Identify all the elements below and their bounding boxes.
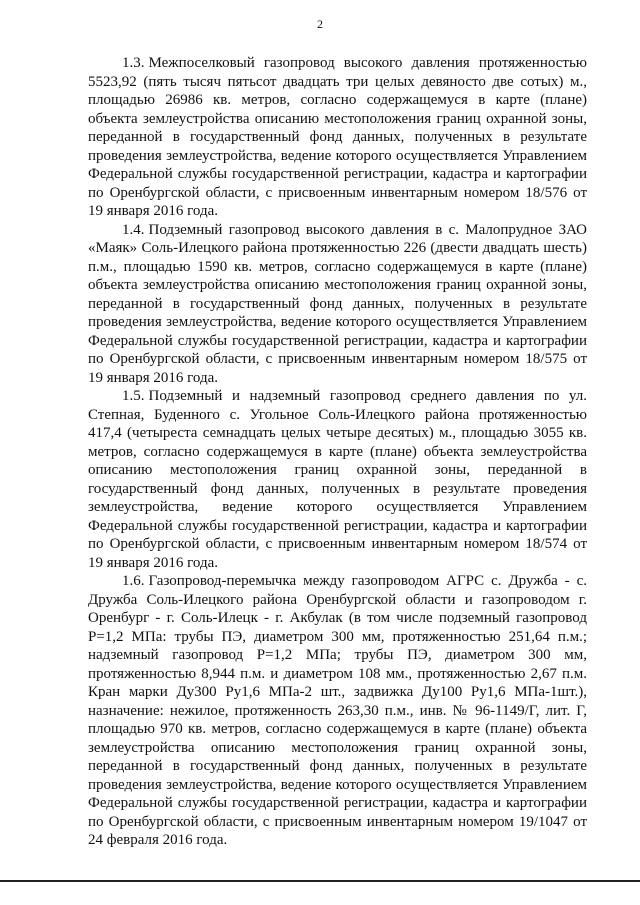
paragraph-number: 1.6. [122,573,145,589]
paragraph-1-5 [88,387,587,572]
paragraph-text: Подземный и надземный газопровод среднего давления по ул. Степная, Буденного с. Угольное Соль-Илецкого района протяженностью 417,4 (четыреста семнадцать целых четыре десятых) м., площадью 3055 кв. метров, согласно содержащемуся в карте (плане) объекта землеустройства описанию местоположения границ охранной зоны, переданной в государственный фонд данных, полученных в результате проведения землеустройства, ведение которого осуществляется Управлением Федеральной службы государственной регистрации, кадастра и картографии по Оренбургской области, с присвоенным инвентарным номером 18/574 от 19 января 2016 года. [88,388,587,571]
paragraph-text: Межпоселковый газопровод высокого давления протяженностью 5523,92 (пять тысяч пятьсот двадцать три целых девяносто две сотых) м., площадью 26986 кв. метров, согласно содержащемуся в карте (плане) объекта землеустройства описанию местоположения границ охранной зоны, переданной в государственный фонд данных, полученных в результате проведения землеустройства, ведение которого осуществляется Управлением Федеральной службы государственной регистрации, кадастра и картографии по Оренбургской области, с присвоенным инвентарным номером 18/576 от 19 января 2016 года. [88,55,587,219]
paragraph-1-4 [88,221,587,388]
paragraph-number: 1.5. [122,388,145,404]
document-body [88,54,587,850]
paragraph-text: Подземный газопровод высокого давления в с. Малопрудное ЗАО «Маяк» Соль-Илецкого района протяженностью 226 (двести двадцать шесть) п.м., площадью 1590 кв. метров, согласно содержащемуся в карте (плане) объекта землеустройства описанию местоположения границ охранной зоны, переданной в государственный фонд данных, полученных в результате проведения землеустройства, ведение которого осуществляется Управлением Федеральной службы государственной регистрации, кадастра и картографии по Оренбургской области, с присвоенным инвентарным номером 18/575 от 19 января 2016 года. [88,221,587,386]
page-number: 2 [317,17,323,31]
paragraph-1-6 [88,572,587,850]
paragraph-text: Газопровод-перемычка между газопроводом АГРС с. Дружба - с. Дружба Соль-Илецкого района Оренбургской области и газопроводом г. Оренбург - г. Соль-Илецк - г. Акбулак (в том числе подземный газопровод Р=1,2 МПа: трубы ПЭ, диаметром 300 мм, протяженностью 251,64 п.м.; надземный газопровод Р=1,2 МПа; трубы ПЭ, диаметром 300 мм, протяженностью 8,944 п.м. и диаметром 108 мм., протяженностью 2,67 п.м. Кран марки Ду300 Ру1,6 МПа-2 шт., задвижка Ду100 Ру1,6 МПа-1шт.), назначение: нежилое, протяженность 263,30 п.м., инв. № 96-1149/Г, лит. Г, площадью 970 кв. метров, согласно содержащемуся в карте (плане) объекта землеустройства описанию местоположения границ охранной зоны, переданной в государственный фонд данных, полученных в результате проведения землеустройства, ведение которого осуществляется Управлением Федеральной службы государственной регистрации, кадастра и картографии по Оренбургской области, с присвоенным инвентарным номером 19/1047 от 24 февраля 2016 года. [88,573,587,848]
page-bottom-rule [0,880,640,882]
paragraph-number: 1.4. [122,221,145,238]
paragraph-number: 1.3. [122,55,145,71]
paragraph-1-3 [88,54,587,221]
